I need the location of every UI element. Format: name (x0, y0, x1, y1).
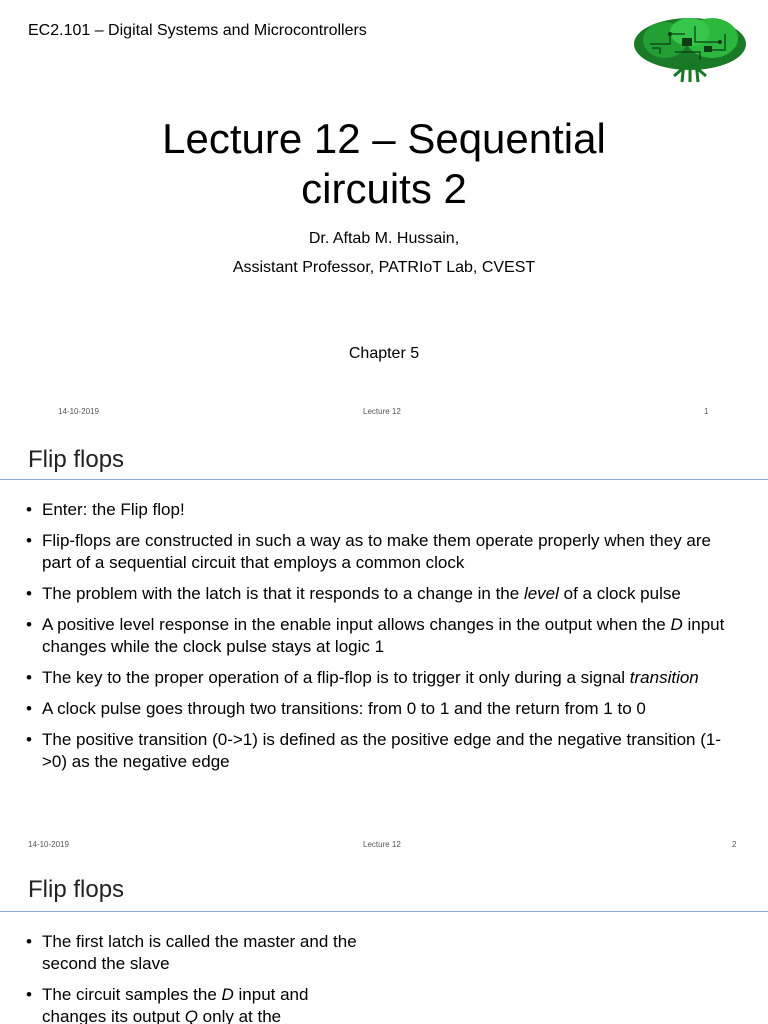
bullet-item: • The problem with the latch is that it responds to a change in the level of a clock pulse (22, 583, 738, 605)
bullet-item: • A clock pulse goes through two transitions: from 0 to 1 and the return from 1 to 0 (22, 698, 738, 720)
chapter-label: Chapter 5 (348, 345, 420, 362)
lecture-title-line2: circuits 2 (301, 165, 467, 212)
bullet-item: • The circuit samples the D input and changes its output Q only at the (22, 984, 362, 1024)
circuit-tree-logo (630, 14, 750, 84)
bullet-item: • A positive level response in the enable input allows changes in the output when the D input changes while the clock pulse stays at logic 1 (22, 614, 738, 658)
author-name: Dr. Aftab M. Hussain, (308, 230, 460, 247)
author-affiliation: Assistant Professor, PATRIoT Lab, CVEST (232, 259, 536, 276)
content-slide-partial (0, 866, 768, 1024)
bullet-item: • Enter: the Flip flop! (22, 499, 738, 521)
content-slide (0, 434, 768, 854)
course-name: EC2.101 – Digital Systems and Microcontrollers (28, 22, 367, 39)
footer-date: 14-10-2019 (58, 407, 99, 416)
lecture-title (0, 114, 768, 214)
title-slide (0, 0, 768, 432)
footer-page-number: 2 (732, 840, 737, 849)
footer-lecture: Lecture 12 (363, 407, 401, 416)
footer-page-number: 1 (704, 407, 709, 416)
lecture-title-line1: Lecture 12 – Sequential (162, 115, 606, 162)
bullet-item: • The first latch is called the master and the second the slave (22, 931, 362, 975)
slide-title: Flip flops (28, 876, 125, 903)
bullet-list (22, 499, 738, 782)
bullet-item: • The key to the proper operation of a flip-flop is to trigger it only during a signal transition (22, 667, 738, 689)
title-divider (0, 479, 768, 480)
bullet-list (22, 931, 362, 1024)
footer-lecture: Lecture 12 (363, 840, 401, 849)
footer-date: 14-10-2019 (28, 840, 69, 849)
bullet-item: • Flip-flops are constructed in such a way as to make them operate properly when they are part of a sequential circuit that employs a common clock (22, 530, 738, 574)
slide-title: Flip flops (28, 446, 125, 473)
title-divider (0, 911, 768, 912)
bullet-item: • The positive transition (0->1) is defined as the positive edge and the negative transition (1->0) as the negative edge (22, 729, 738, 773)
